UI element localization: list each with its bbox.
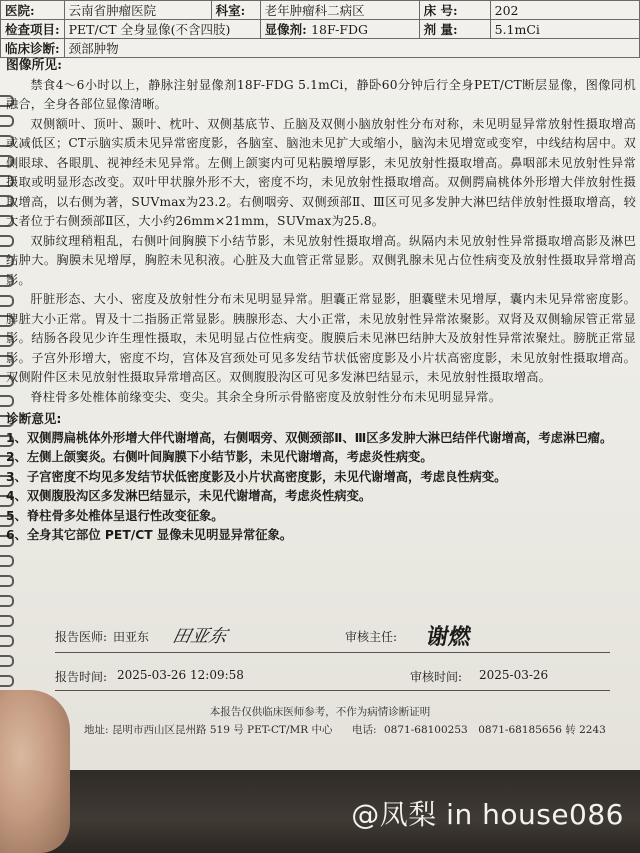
- dose-label: 剂 量:: [419, 20, 490, 39]
- header-row: [1, 1, 640, 20]
- address-label: 地址:: [84, 724, 109, 736]
- diagnosis-title: 诊断意见:: [6, 411, 62, 426]
- doctor-label: 报告医师:: [55, 630, 108, 644]
- phone-label: 电话:: [352, 724, 377, 736]
- divider: [55, 690, 610, 691]
- report-time-value: 2025-03-26 12:09:58: [117, 668, 244, 682]
- ward-label: 科室:: [211, 1, 260, 20]
- review-time-value: 2025-03-26: [479, 668, 549, 682]
- findings-paragraph: 脊柱骨多处椎体前缘变尖、变尖。其余全身所示骨骼密度及放射性分布未见明显异常。: [30, 389, 502, 404]
- doctor-name: 田亚东: [113, 630, 150, 644]
- bed-label: 床 号:: [419, 1, 490, 20]
- address-value: 昆明市西山区昆州路 519 号 PET-CT/MR 中心: [112, 724, 333, 736]
- diagnosis-item: 1、双侧腭扁桃体外形增大伴代谢增高，右侧咽旁、双侧颈部Ⅱ、Ⅲ区多发肿大淋巴结伴代谢增高，考虑淋巴瘤。: [6, 430, 613, 445]
- findings-paragraph: 禁食4～6小时以上，静脉注射显像剂18F-FDG 5.1mCi，静卧60分钟后行全身PET/CT断层显像，图像同机融合，全身各部位显像清晰。: [6, 77, 636, 111]
- agent-cell: [260, 20, 419, 39]
- disclaimer: 本报告仅供临床医师参考，不作为病情诊断证明: [209, 706, 431, 718]
- reviewer-signature: 谢燃: [424, 625, 473, 650]
- diagnosis-item: 4、双侧腹股沟区多发淋巴结显示，未见代谢增高，考虑炎性病变。: [6, 489, 372, 503]
- diagnosis-item: 5、脊柱骨多处椎体呈退行性改变征象。: [6, 508, 224, 523]
- binding-ring: [0, 655, 14, 667]
- header-row: [1, 20, 640, 39]
- findings-paragraph: 双肺纹理稍粗乱，右侧叶间胸膜下小结节影，未见放射性摄取增高。纵隔内未见放射性异常摄取增高影及淋巴结肿大。胸膜未见增厚，胸腔未见积液。心脏及大血管正常显影。双侧乳腺未见占位性病变及放射性摄取异常增高影。: [6, 233, 636, 287]
- binding-ring: [0, 555, 14, 567]
- review-time-label: 审核时间:: [410, 670, 463, 684]
- reviewer-label: 审核主任:: [345, 630, 398, 644]
- binding-ring: [0, 575, 14, 587]
- thumb: [0, 690, 70, 853]
- hospital-value: 云南省肿瘤医院: [64, 1, 211, 20]
- phone-value: 0871-68100253 0871-68185656 转 2243: [384, 724, 606, 736]
- findings-paragraph: 双侧额叶、顶叶、颞叶、枕叶、双侧基底节、丘脑及双侧小脑放射性分布对称，未见明显异常放射性摄取增高或减低区；CT示脑实质未见异常密度影，各脑室、脑池未见扩大或缩小，脑沟未见增宽或变窄，中线结构居中。双侧眼球、各眼肌、视神经未见异常。左侧上颌窦内可见粘膜增厚影，未见放射性摄取增高。鼻咽部未见放射性异常摄取或明显形态改变。双叶甲状腺外形不大，密度不均，未见放射性摄取增高。双侧腭扁桃体外形增大伴放射性摄取增高，以右侧为著，SUVmax为23.2。右侧咽旁、双侧颈部Ⅱ、Ⅲ区可见多发肿大淋巴结伴放射性摄取增高，较大者位于右侧颈部Ⅱ区，大小约26mm×21mm，SUVmax为25.8。: [6, 116, 636, 228]
- doctor-signature: 田亚东: [170, 626, 229, 647]
- dx-label: 临床诊断:: [1, 39, 65, 58]
- report-body: [6, 56, 636, 546]
- divider: [55, 652, 610, 653]
- dx-value: 颈部肿物: [64, 39, 639, 58]
- agent-label: 显像剂:: [264, 22, 307, 37]
- exam-value: PET/CT 全身显像(不含四肢): [64, 20, 260, 39]
- hospital-label: 医院:: [1, 1, 65, 20]
- binding-ring: [0, 615, 14, 627]
- report-time-label: 报告时间:: [55, 670, 108, 684]
- diagnosis-item: 2、左侧上颌窦炎。右侧叶间胸膜下小结节影，未见代谢增高，考虑炎性病变。: [6, 450, 433, 464]
- bed-value: 202: [490, 1, 639, 20]
- findings-title: 图像所见:: [6, 58, 62, 73]
- diagnosis-item: 3、子宫密度不均见多发结节状低密度影及小片状高密度影，未见代谢增高，考虑良性病变。: [6, 469, 507, 484]
- findings-paragraph: 肝脏形态、大小、密度及放射性分布未见明显异常。胆囊正常显影，胆囊壁未见增厚，囊内未见异常密度影。脾脏大小正常。胃及十二指肠正常显影。胰腺形态、大小正常，未见放射性异常浓聚影。双肾及双侧输尿管正常显影。结肠各段见少许生理性摄取，未见明显占位性病变。腹膜后未见淋巴结肿大及放射性异常浓聚灶。膀胱正常显影。子宫外形增大，密度不均，宫体及宫颈处可见多发结节状低密度影及小片状高密度影，未见放射性摄取增高。双侧附件区未见放射性摄取异常增高区。双侧腹股沟区可见多发淋巴结显示，未见放射性摄取增高。: [6, 292, 636, 384]
- watermark: @凤梨 in house086: [351, 798, 624, 831]
- agent-value: 18F-FDG: [311, 22, 369, 37]
- header-row: [1, 39, 640, 58]
- binding-ring: [0, 635, 14, 647]
- header-table: [0, 0, 640, 58]
- dose-value: 5.1mCi: [490, 20, 639, 39]
- ward-value: 老年肿瘤科二病区: [260, 1, 419, 20]
- diagnosis-item: 6、全身其它部位 PET/CT 显像未见明显异常征象。: [6, 528, 293, 542]
- exam-label: 检查项目:: [1, 20, 65, 39]
- binding-ring: [0, 595, 14, 607]
- binding-ring: [0, 675, 14, 687]
